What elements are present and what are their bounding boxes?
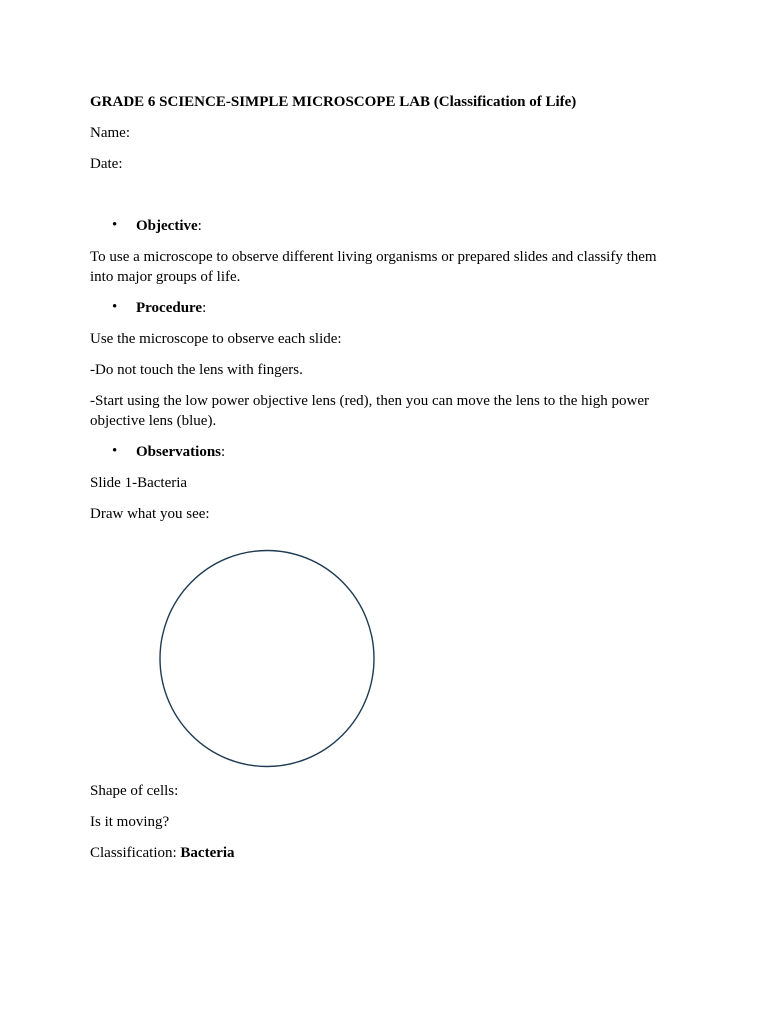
drawing-circle[interactable] (158, 548, 376, 769)
procedure-colon: : (202, 300, 207, 316)
procedure-step-2: -Start using the low power objective lens (red), then you can move the lens to the high power objective lens (blue). (90, 393, 650, 429)
observations-heading: Observations (136, 444, 222, 460)
procedure-intro: Use the microscope to observe each slide: (90, 331, 342, 347)
observations-bullet: • (112, 443, 118, 459)
procedure-heading-line (136, 298, 206, 318)
slide-title: Slide 1-Bacteria (90, 475, 188, 491)
procedure-bullet: • (112, 299, 118, 315)
worksheet-title: GRADE 6 SCIENCE-SIMPLE MICROSCOPE LAB (Classification of Life) (90, 94, 577, 110)
is-moving-label: Is it moving? (90, 814, 170, 830)
name-label: Name: (90, 125, 130, 141)
date-label: Date: (90, 156, 123, 172)
objective-text: To use a microscope to observe different living organisms or prepared slides and classify them into major groups of life. (90, 249, 657, 285)
objective-colon: : (197, 218, 202, 234)
observations-heading-line (136, 442, 225, 462)
classification-label: Classification: (90, 845, 181, 861)
objective-heading-line (136, 216, 202, 236)
classification-value: Bacteria (180, 845, 235, 861)
classification-line (90, 843, 235, 863)
drawing-circle-outline (160, 551, 374, 767)
draw-prompt: Draw what you see: (90, 506, 210, 522)
observations-colon: : (221, 444, 226, 460)
objective-heading: Objective (136, 218, 198, 234)
procedure-heading: Procedure (136, 300, 203, 316)
objective-bullet: • (112, 217, 118, 233)
procedure-step-1: -Do not touch the lens with fingers. (90, 362, 303, 378)
shape-of-cells-label: Shape of cells: (90, 783, 179, 799)
drawing-circle-svg (158, 548, 376, 769)
